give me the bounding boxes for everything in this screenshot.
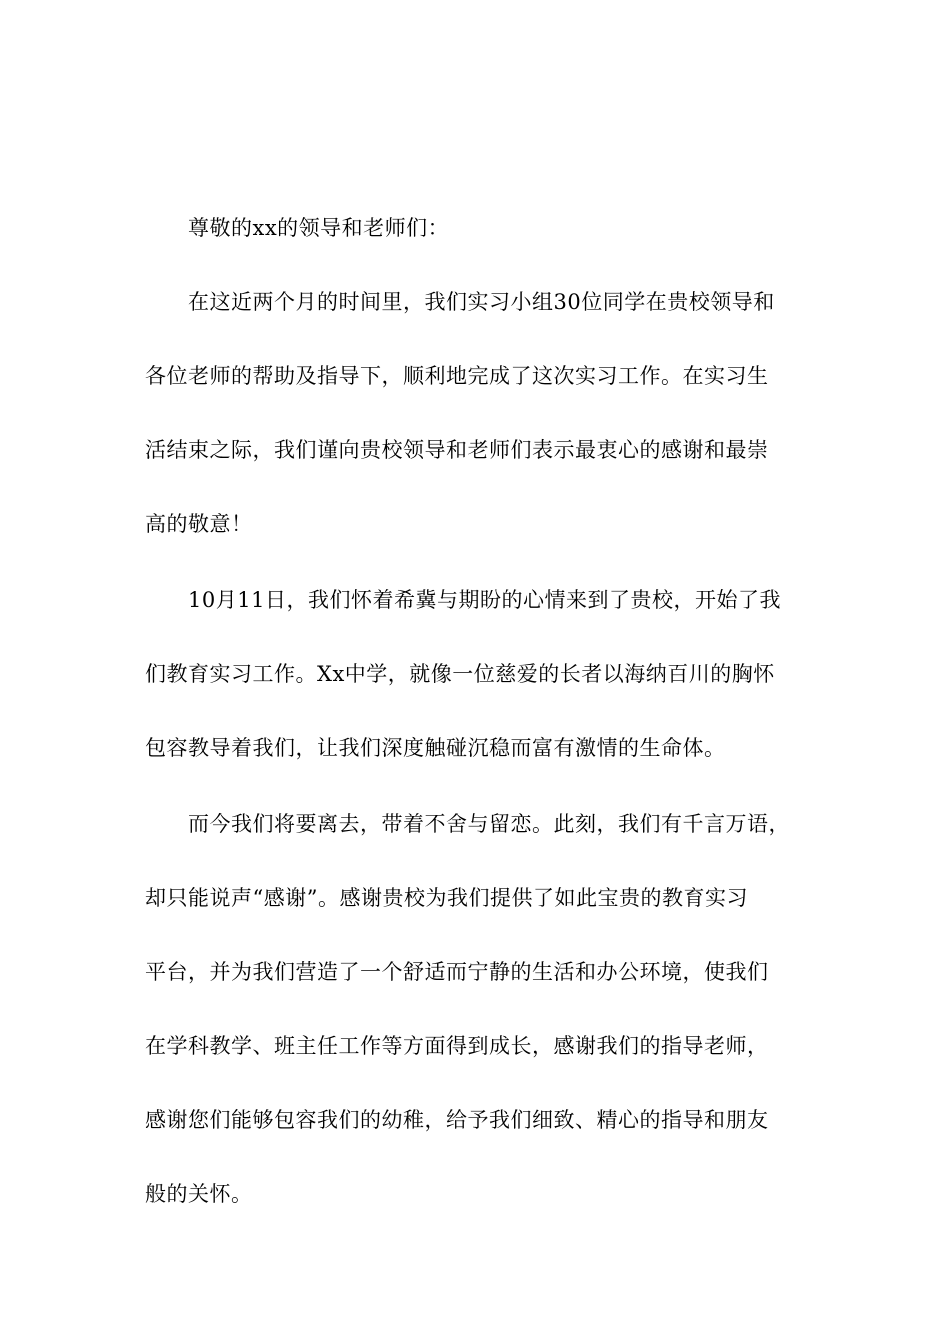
paragraph-line: 却只能说声“感谢”。感谢贵校为我们提供了如此宝贵的教育实习 bbox=[145, 886, 748, 910]
paragraph-line: 们教育实习工作。Xx中学，就像一位慈爱的长者以海纳百川的胸怀 bbox=[145, 662, 775, 686]
paragraph-line: 般的关怀。 bbox=[145, 1182, 253, 1206]
paragraph-line: 各位老师的帮助及指导下，顺利地完成了这次实习工作。在实习生 bbox=[145, 364, 769, 388]
paragraph-line: 而今我们将要离去，带着不舍与留恋。此刻，我们有千言万语， bbox=[188, 812, 790, 836]
paragraph-line: 在学科教学、班主任工作等方面得到成长，感谢我们的指导老师， bbox=[145, 1034, 769, 1058]
paragraph-line: 活结束之际，我们谨向贵校领导和老师们表示最衷心的感谢和最崇 bbox=[145, 438, 769, 462]
paragraph-line: 高的敬意！ bbox=[145, 512, 253, 536]
paragraph-line: 在这近两个月的时间里，我们实习小组30位同学在贵校领导和 bbox=[188, 290, 775, 314]
paragraph-line: 10月11日，我们怀着希冀与期盼的心情来到了贵校，开始了我 bbox=[188, 588, 781, 612]
paragraph-line: 平台，并为我们营造了一个舒适而宁静的生活和办公环境，使我们 bbox=[145, 960, 769, 984]
salutation: 尊敬的xx的领导和老师们： bbox=[188, 216, 450, 240]
paragraph-line: 包容教导着我们，让我们深度触碰沉稳而富有激情的生命体。 bbox=[145, 736, 726, 760]
paragraph-line: 感谢您们能够包容我们的幼稚，给予我们细致、精心的指导和朋友 bbox=[145, 1108, 769, 1132]
